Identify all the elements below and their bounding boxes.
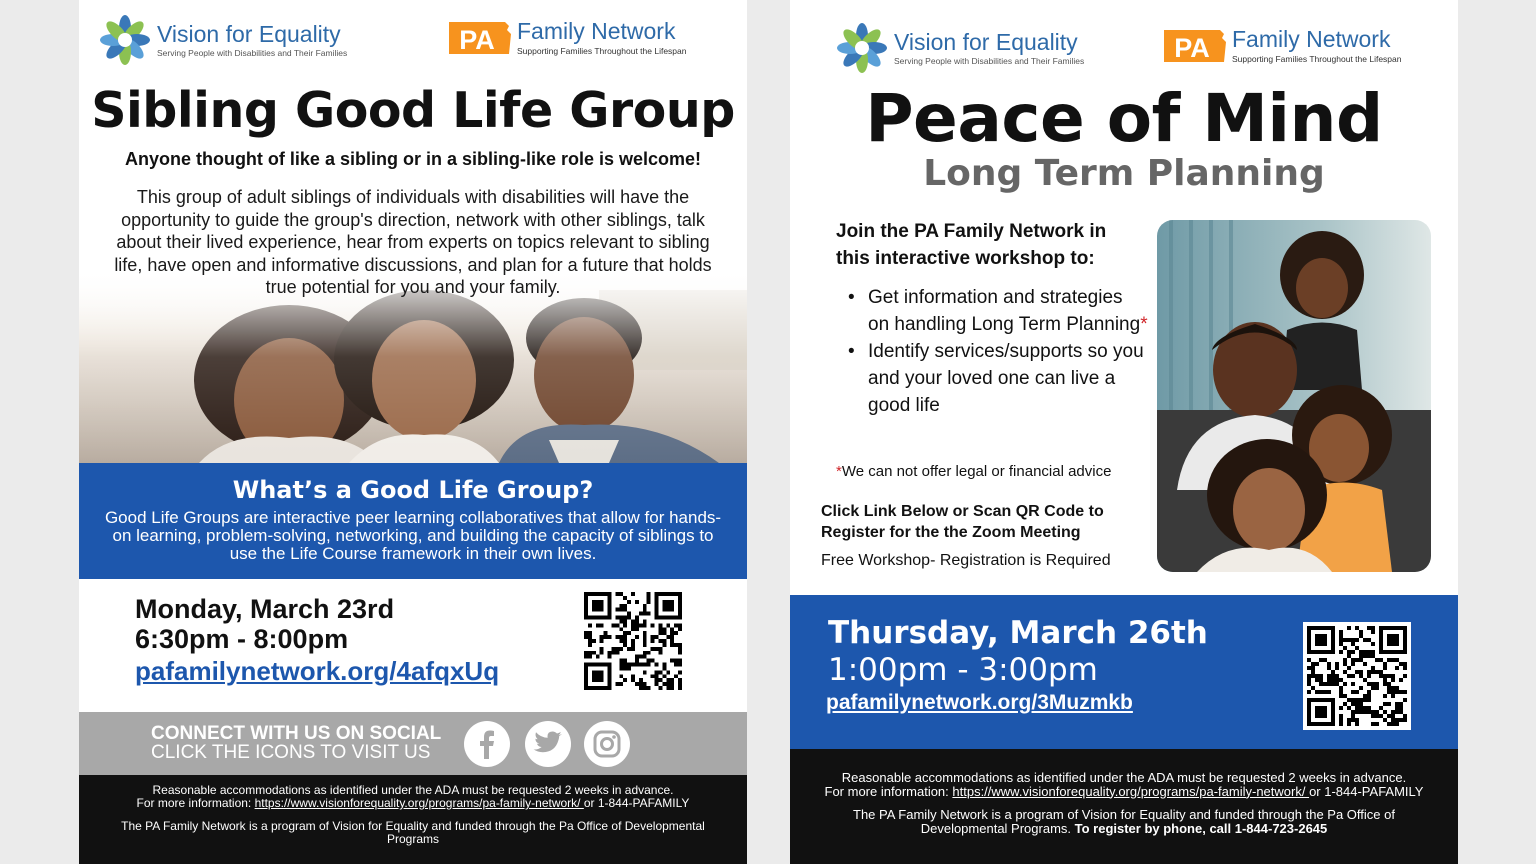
sibling-flyer [79, 0, 747, 864]
goal-text: Identify services/supports so you and your loved one can live a good life [868, 341, 1144, 416]
vfe-tagline: Serving People with Disabilities and Their Families [157, 47, 348, 58]
qr-code[interactable] [1303, 622, 1411, 730]
more-info-line [79, 797, 747, 810]
flyer-subtitle: Long Term Planning [923, 153, 1325, 194]
pafn-name: Family Network [1232, 26, 1391, 52]
flyer-logos [79, 0, 747, 80]
pafn-tagline: Supporting Families Throughout the Lifespan [517, 46, 687, 56]
free-workshop-note: Free Workshop- Registration is Required [821, 552, 1111, 569]
vision-for-equality-logo[interactable] [836, 22, 1084, 74]
list-item [848, 284, 1148, 338]
pa-family-network-logo[interactable] [447, 18, 686, 58]
event-time: 6:30pm - 8:00pm [135, 624, 349, 654]
register-instructions [821, 501, 1104, 543]
event-date: Thursday, March 26th [828, 615, 1208, 651]
legal-disclaimer [836, 463, 1111, 480]
intro-line-2: this interactive workshop to: [836, 248, 1095, 269]
phone-number: or 1-844-PAFAMILY [583, 796, 690, 810]
registration-link[interactable]: pafamilynetwork.org/3Muzmkb [826, 691, 1133, 714]
more-info-label: For more information: [136, 796, 255, 810]
workshop-intro [836, 218, 1106, 272]
twitter-icon[interactable] [525, 721, 571, 767]
social-subheading: CLICK THE ICONS TO VISIT US [151, 742, 431, 763]
instagram-icon[interactable] [584, 721, 630, 767]
event-details-section [790, 595, 1458, 749]
pa-family-network-logo[interactable] [1162, 26, 1401, 66]
vfe-name: Vision for Equality [157, 20, 341, 47]
pa-state-badge-icon [1162, 26, 1228, 66]
ada-notice: Reasonable accommodations as identified under the ADA must be requested 2 weeks in advance. [841, 770, 1407, 785]
group-description: This group of adult siblings of individuals with disabilities will have the opportunity to guide the group's direction, network with other siblings, talk about their lived experience, hear from experts on topics relevant to sibling life, have open and informative discussions, and plan for a future that holds true potential for you and your family. [114, 187, 712, 297]
section-heading: What’s a Good Life Group? [232, 476, 594, 504]
funding-notice-end: Developmental Programs. [920, 820, 1075, 836]
social-heading: CONNECT WITH US ON SOCIAL [151, 723, 442, 744]
instructions-line-2: Register for the the Zoom Meeting [821, 524, 1081, 541]
goal-text: Get information and strategies on handling Long Term Planning [868, 287, 1141, 335]
funding-notice: The PA Family Network is a program of Vision for Equality and funded through the Pa Office of [853, 807, 1395, 822]
event-time: 1:00pm - 3:00pm [828, 652, 1098, 688]
vfe-program-link[interactable]: https://www.visionforequality.org/programs/pa-family-network/ [952, 783, 1310, 799]
flyer-footer [79, 775, 747, 864]
vfe-program-link[interactable]: https://www.visionforequality.org/programs/pa-family-network/ [254, 796, 584, 810]
pa-state-badge-icon [447, 18, 513, 58]
social-bar [79, 712, 747, 775]
pinwheel-logo-icon [99, 14, 151, 66]
event-date: Monday, March 23rd [135, 594, 395, 624]
asterisk-mark: * [1140, 314, 1148, 335]
pinwheel-logo-icon [836, 22, 888, 74]
funding-notice-continued [790, 822, 1458, 836]
pafn-tagline: Supporting Families Throughout the Lifespan [1232, 54, 1402, 64]
list-item [848, 338, 1148, 419]
flyer-footer [790, 749, 1458, 864]
vfe-name: Vision for Equality [894, 28, 1078, 55]
intro-line-1: Join the PA Family Network in [836, 221, 1107, 242]
siblings-photo [79, 270, 747, 463]
more-info-label: For more information: [824, 783, 953, 799]
flyer-title: Sibling Good Life Group [91, 82, 735, 139]
flyer-logos [790, 0, 1458, 80]
workshop-goals-list [848, 284, 1148, 419]
disclaimer-text: We can not offer legal or financial advice [841, 463, 1112, 480]
vfe-tagline: Serving People with Disabilities and Their Families [894, 55, 1085, 66]
facebook-icon[interactable] [464, 721, 510, 767]
instructions-line-1: Click Link Below or Scan QR Code to [821, 503, 1104, 520]
registration-link[interactable]: pafamilynetwork.org/4afqxUq [135, 656, 500, 686]
pa-badge-text: PA [1174, 33, 1210, 63]
vision-for-equality-logo[interactable] [99, 14, 347, 66]
pa-badge-text: PA [459, 25, 495, 55]
good-life-section [79, 463, 747, 579]
more-info-line [790, 785, 1458, 799]
phone-number: or 1-844-PAFAMILY [1309, 783, 1424, 799]
funding-notice: The PA Family Network is a program of Vision for Equality and funded through the Pa Office of Developmental Programs [121, 819, 705, 846]
flyer-title: Peace of Mind [865, 80, 1383, 157]
family-photo [1157, 220, 1431, 572]
welcome-line: Anyone thought of like a sibling or in a sibling-like role is welcome! [124, 149, 702, 169]
qr-code[interactable] [584, 592, 682, 690]
event-datetime [135, 594, 394, 654]
peace-of-mind-flyer [790, 0, 1458, 864]
section-text: Good Life Groups are interactive peer learning collaboratives that allow for hands-on learning, problem-solving, networking, and building the capacity of siblings to use the Life Course framework in their own lives. [104, 508, 722, 563]
asterisk-mark: * [836, 463, 842, 480]
register-by-phone: To register by phone, call 1-844-723-2645 [1074, 820, 1328, 836]
ada-notice: Reasonable accommodations as identified under the ADA must be requested 2 weeks in advance. [152, 783, 674, 797]
pafn-name: Family Network [517, 18, 676, 44]
